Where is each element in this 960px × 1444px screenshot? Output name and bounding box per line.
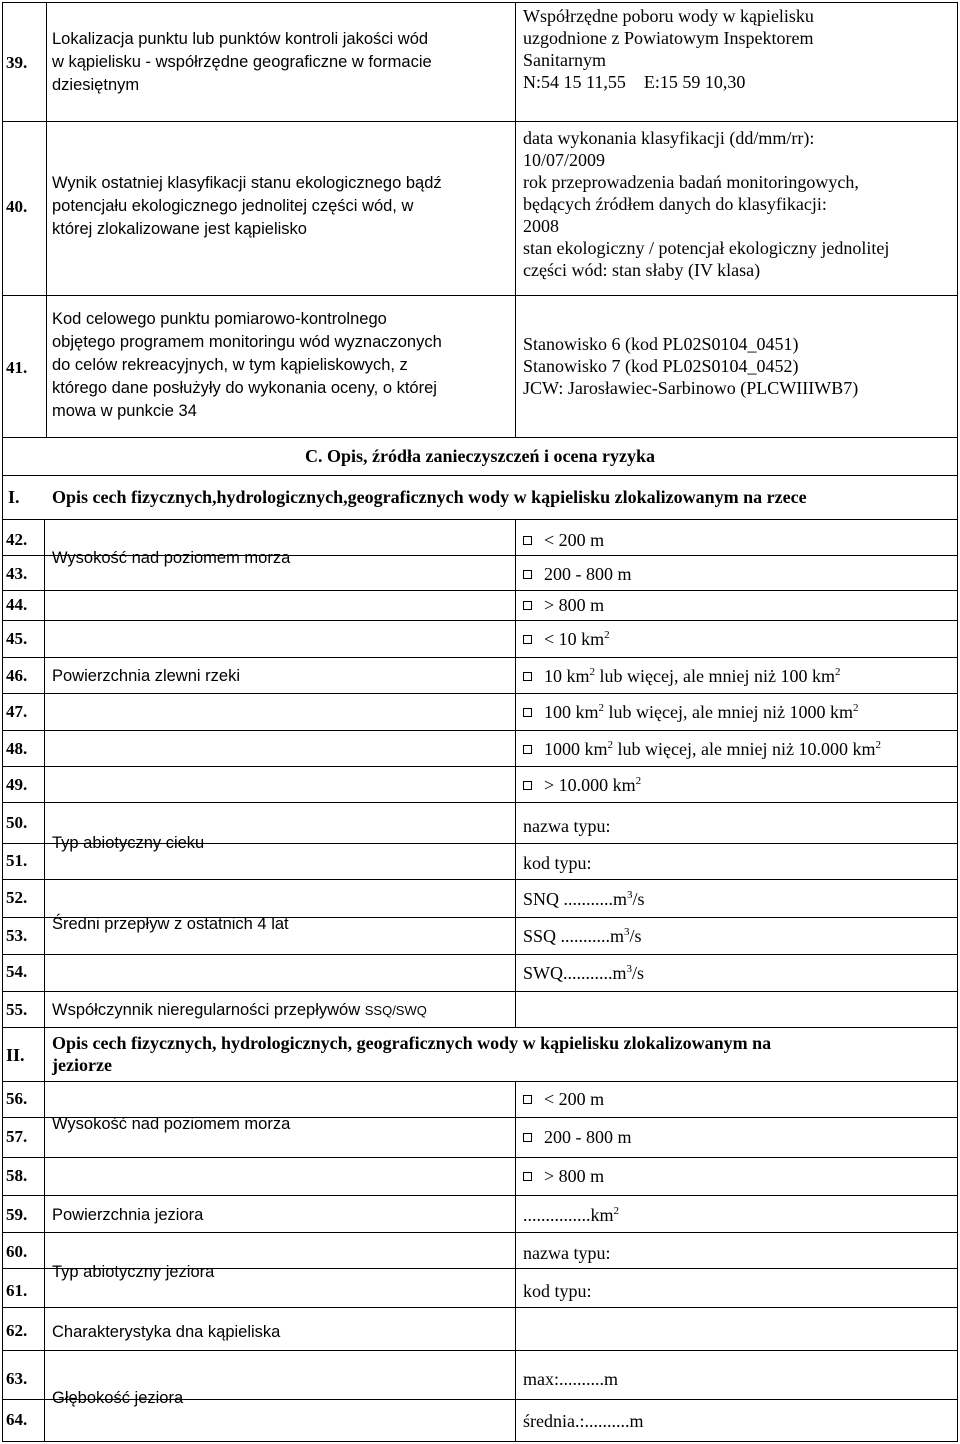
lake-altitude-label: Wysokość nad poziomem morza — [52, 1115, 291, 1133]
row-number: 61. — [6, 1281, 28, 1300]
rule — [46, 2, 47, 437]
rule — [2, 1307, 958, 1308]
lake-area-label: Powierzchnia jeziora — [52, 1206, 204, 1224]
rule — [44, 519, 45, 1027]
option-label: < 200 m — [544, 530, 605, 550]
superscript: 2 — [875, 739, 881, 751]
r39-value — [523, 5, 953, 93]
rule — [2, 1195, 958, 1196]
rule — [2, 1232, 958, 1233]
checkbox[interactable] — [523, 536, 532, 545]
unit: /s — [632, 963, 645, 983]
option-catchment-1000-10000[interactable] — [523, 738, 881, 760]
superscript: 2 — [598, 702, 605, 714]
value-line: Współrzędne poboru wody w kąpielisku — [523, 6, 814, 26]
checkbox[interactable] — [523, 570, 532, 579]
value-line: Stanowisko 6 (kod PL02S0104_0451) — [523, 334, 799, 354]
rule — [515, 2, 516, 437]
r39-label — [52, 28, 512, 97]
rule — [2, 590, 958, 591]
rule — [2, 954, 958, 955]
unit: /s — [629, 926, 642, 946]
checkbox[interactable] — [523, 745, 532, 754]
row-number: 48. — [6, 739, 28, 758]
superscript: 3 — [624, 926, 630, 938]
ssq-label: SSQ ...........m — [523, 926, 625, 946]
rule — [2, 475, 958, 476]
value-line: części wód: stan słaby (IV klasa) — [523, 260, 761, 280]
lake-type-name: nazwa typu: — [523, 1243, 611, 1263]
section-ii-number: II. — [6, 1045, 25, 1065]
row-number: 46. — [6, 666, 28, 685]
swq-label: SWQ...........m — [523, 963, 627, 983]
option-label: > 800 m — [544, 1166, 605, 1186]
superscript: 3 — [626, 963, 632, 975]
row-number: 41. — [6, 358, 28, 377]
option-catchment-gt10000[interactable] — [523, 774, 641, 796]
checkbox[interactable] — [523, 601, 532, 610]
lake-depth-label: Głębokość jeziora — [52, 1389, 184, 1407]
superscript: 2 — [834, 666, 841, 678]
lake-abiotic-label: Typ abiotyczny jeziora — [52, 1263, 215, 1281]
snq-label: SNQ ...........m — [523, 889, 628, 909]
option-alt-gt800[interactable] — [523, 594, 604, 616]
row-number: 55. — [6, 1000, 28, 1019]
checkbox[interactable] — [523, 708, 532, 717]
row-number: 50. — [6, 813, 28, 832]
rule — [2, 121, 958, 122]
row-number: 47. — [6, 702, 28, 721]
superscript: 2 — [635, 775, 642, 787]
river-altitude-label: Wysokość nad poziomem morza — [52, 549, 291, 567]
river-irregularity-label — [52, 999, 427, 1022]
checkbox[interactable] — [523, 1172, 532, 1181]
lake-area-value — [523, 1204, 619, 1226]
section-i-number: I. — [8, 487, 20, 507]
lake-depth-max: max:..........m — [523, 1369, 618, 1389]
river-catchment-label: Powierzchnia zlewni rzeki — [52, 667, 240, 685]
option-label: 100 km — [544, 702, 599, 722]
row-number: 56. — [6, 1089, 28, 1108]
checkbox[interactable] — [523, 1095, 532, 1104]
option-catchment-100-1000[interactable] — [523, 701, 858, 723]
row-number: 59. — [6, 1205, 28, 1224]
rule — [2, 620, 958, 621]
superscript: 3 — [627, 889, 633, 901]
rule — [515, 519, 516, 1027]
rule — [2, 295, 958, 296]
label-line: Kod celowego punktu pomiarowo-kontrolnego — [52, 310, 387, 328]
checkbox[interactable] — [523, 781, 532, 790]
row-number: 45. — [6, 629, 28, 648]
value-line: uzgodnione z Powiatowym Inspektorem — [523, 28, 814, 48]
lake-bottom-label: Charakterystyka dna kąpieliska — [52, 1323, 281, 1341]
rule — [2, 437, 958, 438]
option-label: 10 km — [544, 666, 590, 686]
row-number: 39. — [6, 53, 28, 72]
row-number: 58. — [6, 1166, 28, 1185]
rule — [2, 730, 958, 731]
r40-value — [523, 127, 953, 281]
row-number: 49. — [6, 775, 28, 794]
row-number: 57. — [6, 1127, 28, 1146]
coordinates: N:54 15 11,55 E:15 59 10,30 — [523, 72, 746, 92]
option-label: lub więcej, ale mniej niż 100 km — [595, 666, 835, 686]
superscript: 2 — [604, 629, 610, 641]
option-lake-alt-200-800[interactable] — [523, 1126, 632, 1148]
option-label: lub więcej, ale mniej niż 10.000 km — [613, 739, 876, 759]
value-line: JCW: Jarosławiec-Sarbinowo (PLCWIIIWB7) — [523, 378, 859, 398]
value-line: będących źródłem danych do klasyfikacji: — [523, 194, 827, 214]
area-value: ...............km — [523, 1205, 614, 1225]
option-lake-alt-gt800[interactable] — [523, 1165, 604, 1187]
rule — [2, 2, 958, 3]
river-type-code: kod typu: — [523, 853, 592, 873]
row-number: 64. — [6, 1410, 28, 1429]
option-alt-200-800[interactable] — [523, 563, 632, 585]
row-number: 51. — [6, 851, 28, 870]
label-line: dziesiętnym — [52, 76, 140, 94]
option-label: 1000 km — [544, 739, 608, 759]
rule — [2, 766, 958, 767]
value-line: 2008 — [523, 216, 559, 236]
row-number: 43. — [6, 564, 28, 583]
option-label: lub więcej, ale mniej niż 1000 km — [604, 702, 853, 722]
section-c-title: C. Opis, źródła zanieczyszczeń i ocena ryzyka — [305, 446, 655, 466]
r41-value — [523, 333, 953, 399]
checkbox[interactable] — [523, 1133, 532, 1142]
rule — [2, 693, 958, 694]
value-line: rok przeprowadzenia badań monitoringowych, — [523, 172, 859, 192]
section-ii-title — [52, 1032, 952, 1076]
river-snq — [523, 888, 645, 910]
row-number: 53. — [6, 926, 28, 945]
irregularity-suffix: SSQ/SWQ — [364, 1003, 427, 1018]
rule — [44, 1081, 45, 1442]
superscript: 2 — [607, 739, 614, 751]
label-line: mowa w punkcie 34 — [52, 402, 197, 420]
superscript: 2 — [589, 666, 596, 678]
rule — [2, 1157, 958, 1158]
label-line: Lokalizacja punktu lub punktów kontroli jakości wód — [52, 30, 429, 48]
section-i-title: Opis cech fizycznych,hydrologicznych,geograficznych wody w kąpielisku zlokalizowanym na rzece — [52, 487, 807, 507]
rule — [2, 1027, 958, 1028]
river-abiotic-label: Typ abiotyczny cieku — [52, 834, 205, 852]
option-label: 200 - 800 m — [544, 1127, 632, 1147]
option-label: < 10 km — [544, 629, 605, 649]
row-number: 44. — [6, 595, 28, 614]
lake-depth-avg: średnia.:..........m — [523, 1411, 644, 1431]
label-line: do celów rekreacyjnych, w tym kąpieliskowych, z — [52, 356, 408, 374]
rule — [44, 1027, 45, 1081]
unit: /s — [632, 889, 645, 909]
rule — [2, 2, 3, 1442]
river-swq — [523, 962, 644, 984]
row-number: 42. — [6, 530, 28, 549]
title-line: Opis cech fizycznych, hydrologicznych, geograficznych wody w kąpielisku zlokalizowanym na — [52, 1033, 772, 1053]
option-alt-lt200[interactable] — [523, 529, 604, 551]
row-number: 62. — [6, 1321, 28, 1340]
option-catchment-10-100[interactable] — [523, 665, 840, 687]
value-line: stan ekologiczny / potencjał ekologiczny jednolitej — [523, 238, 890, 258]
row-number: 60. — [6, 1242, 28, 1261]
river-type-name: nazwa typu: — [523, 816, 611, 836]
rule — [515, 1081, 516, 1442]
rule — [2, 802, 958, 803]
rule — [2, 657, 958, 658]
row-number: 52. — [6, 888, 28, 907]
rule — [2, 879, 958, 880]
option-label: > 10.000 km — [544, 775, 636, 795]
option-lake-alt-lt200[interactable] — [523, 1088, 604, 1110]
river-ssq — [523, 925, 642, 947]
title-line: jeziorze — [52, 1055, 112, 1075]
label-line: potencjału ekologicznego jednolitej części wód, w — [52, 197, 414, 215]
value-line: data wykonania klasyfikacji (dd/mm/rr): — [523, 128, 815, 148]
row-number: 40. — [6, 197, 28, 216]
r41-label — [52, 308, 512, 423]
value-line: Sanitarnym — [523, 50, 606, 70]
rule — [957, 2, 958, 1442]
rule — [2, 1081, 958, 1082]
rule — [2, 1441, 958, 1442]
superscript: 2 — [613, 1205, 620, 1217]
river-flow-label: Średni przepływ z ostatnich 4 lat — [52, 915, 289, 933]
row-number: 54. — [6, 962, 28, 981]
label-line: w kąpielisku - współrzędne geograficzne w formacie — [52, 53, 432, 71]
label-line: Wynik ostatniej klasyfikacji stanu ekologicznego bądź — [52, 174, 442, 192]
option-catchment-lt10[interactable] — [523, 628, 610, 650]
label-line: którego dane posłużyły do wykonania oceny, o której — [52, 379, 437, 397]
value-line: Stanowisko 7 (kod PL02S0104_0452) — [523, 356, 799, 376]
irregularity-text: Współczynnik nieregularności przepływów — [52, 1001, 361, 1019]
rule — [2, 1350, 958, 1351]
row-number: 63. — [6, 1369, 28, 1388]
superscript: 2 — [852, 702, 859, 714]
lake-type-code: kod typu: — [523, 1281, 592, 1301]
label-line: której zlokalizowane jest kąpielisko — [52, 220, 307, 238]
rule — [2, 519, 958, 520]
rule — [2, 991, 958, 992]
option-label: < 200 m — [544, 1089, 605, 1109]
option-label: 200 - 800 m — [544, 564, 632, 584]
label-line: objętego programem monitoringu wód wyznaczonych — [52, 333, 442, 351]
r40-label — [52, 172, 512, 241]
option-label: > 800 m — [544, 595, 605, 615]
checkbox[interactable] — [523, 672, 532, 681]
value-line: 10/07/2009 — [523, 150, 606, 170]
checkbox[interactable] — [523, 635, 532, 644]
